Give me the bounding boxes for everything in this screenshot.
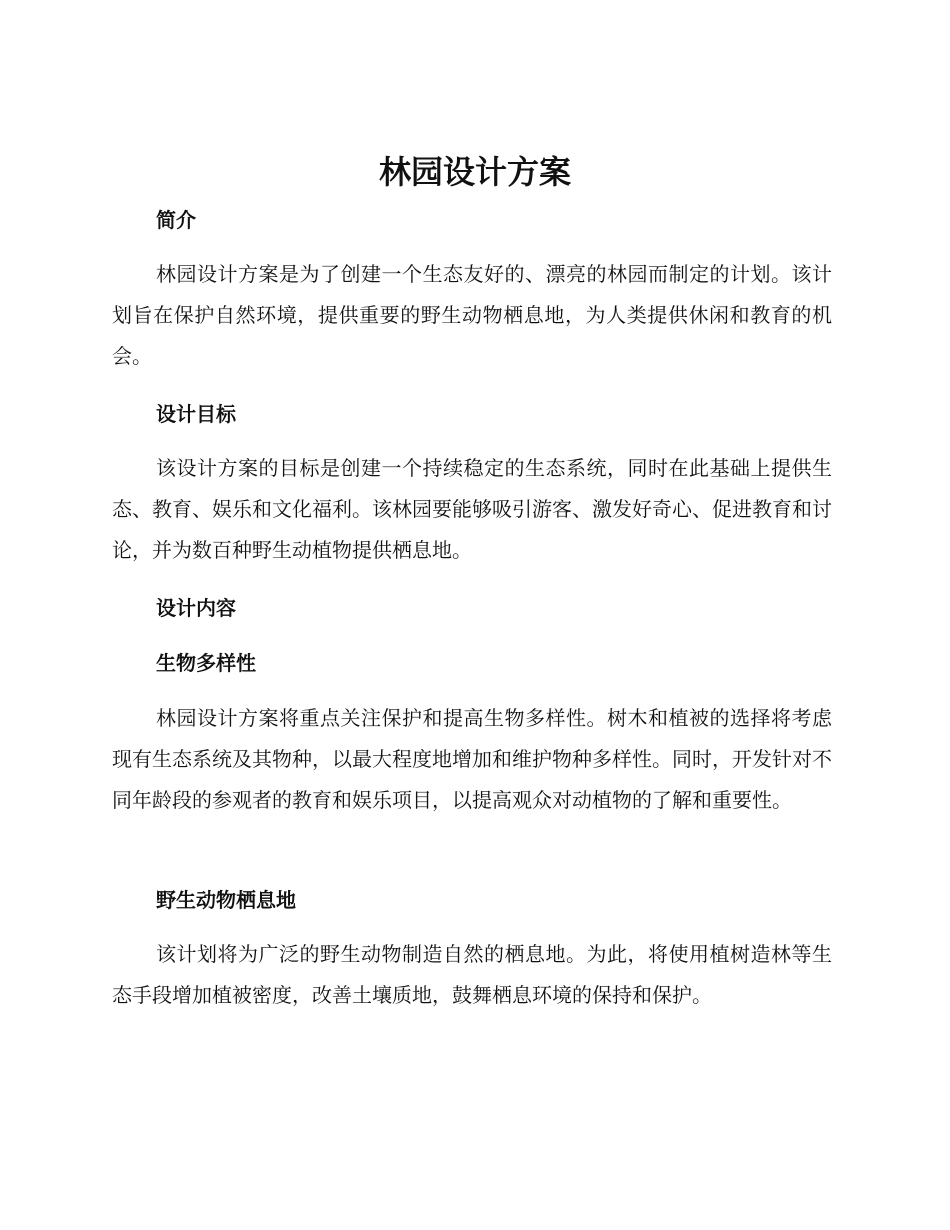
section-heading-content: 设计内容 [156,596,236,620]
section-heading-biodiversity: 生物多样性 [156,651,256,675]
section-heading-intro: 简介 [156,208,196,232]
page-title: 林园设计方案 [378,153,571,191]
section-body-habitat: 该计划将为广泛的野生动物制造自然的栖息地。为此，将使用植树造林等生态手段增加植被密度，改善土壤质地，鼓舞栖息环境的保持和保护。 [112,942,832,1007]
section-heading-habitat: 野生动物栖息地 [156,888,296,912]
section-body-biodiversity: 林园设计方案将重点关注保护和提高生物多样性。树木和植被的选择将考虑现有生态系统及其物种，以最大程度地增加和维护物种多样性。同时，开发针对不同年龄段的参观者的教育和娱乐项目，以提高观众对动植物的了解和重要性。 [112,706,832,812]
section-body-intro: 林园设计方案是为了创建一个生态友好的、漂亮的林园而制定的计划。该计划旨在保护自然环境，提供重要的野生动物栖息地，为人类提供休闲和教育的机会。 [112,262,832,368]
section-body-goals: 该设计方案的目标是创建一个持续稳定的生态系统，同时在此基础上提供生态、教育、娱乐和文化福利。该林园要能够吸引游客、激发好奇心、促进教育和讨论，并为数百种野生动植物提供栖息地。 [112,456,832,562]
section-heading-goals: 设计目标 [156,402,236,426]
